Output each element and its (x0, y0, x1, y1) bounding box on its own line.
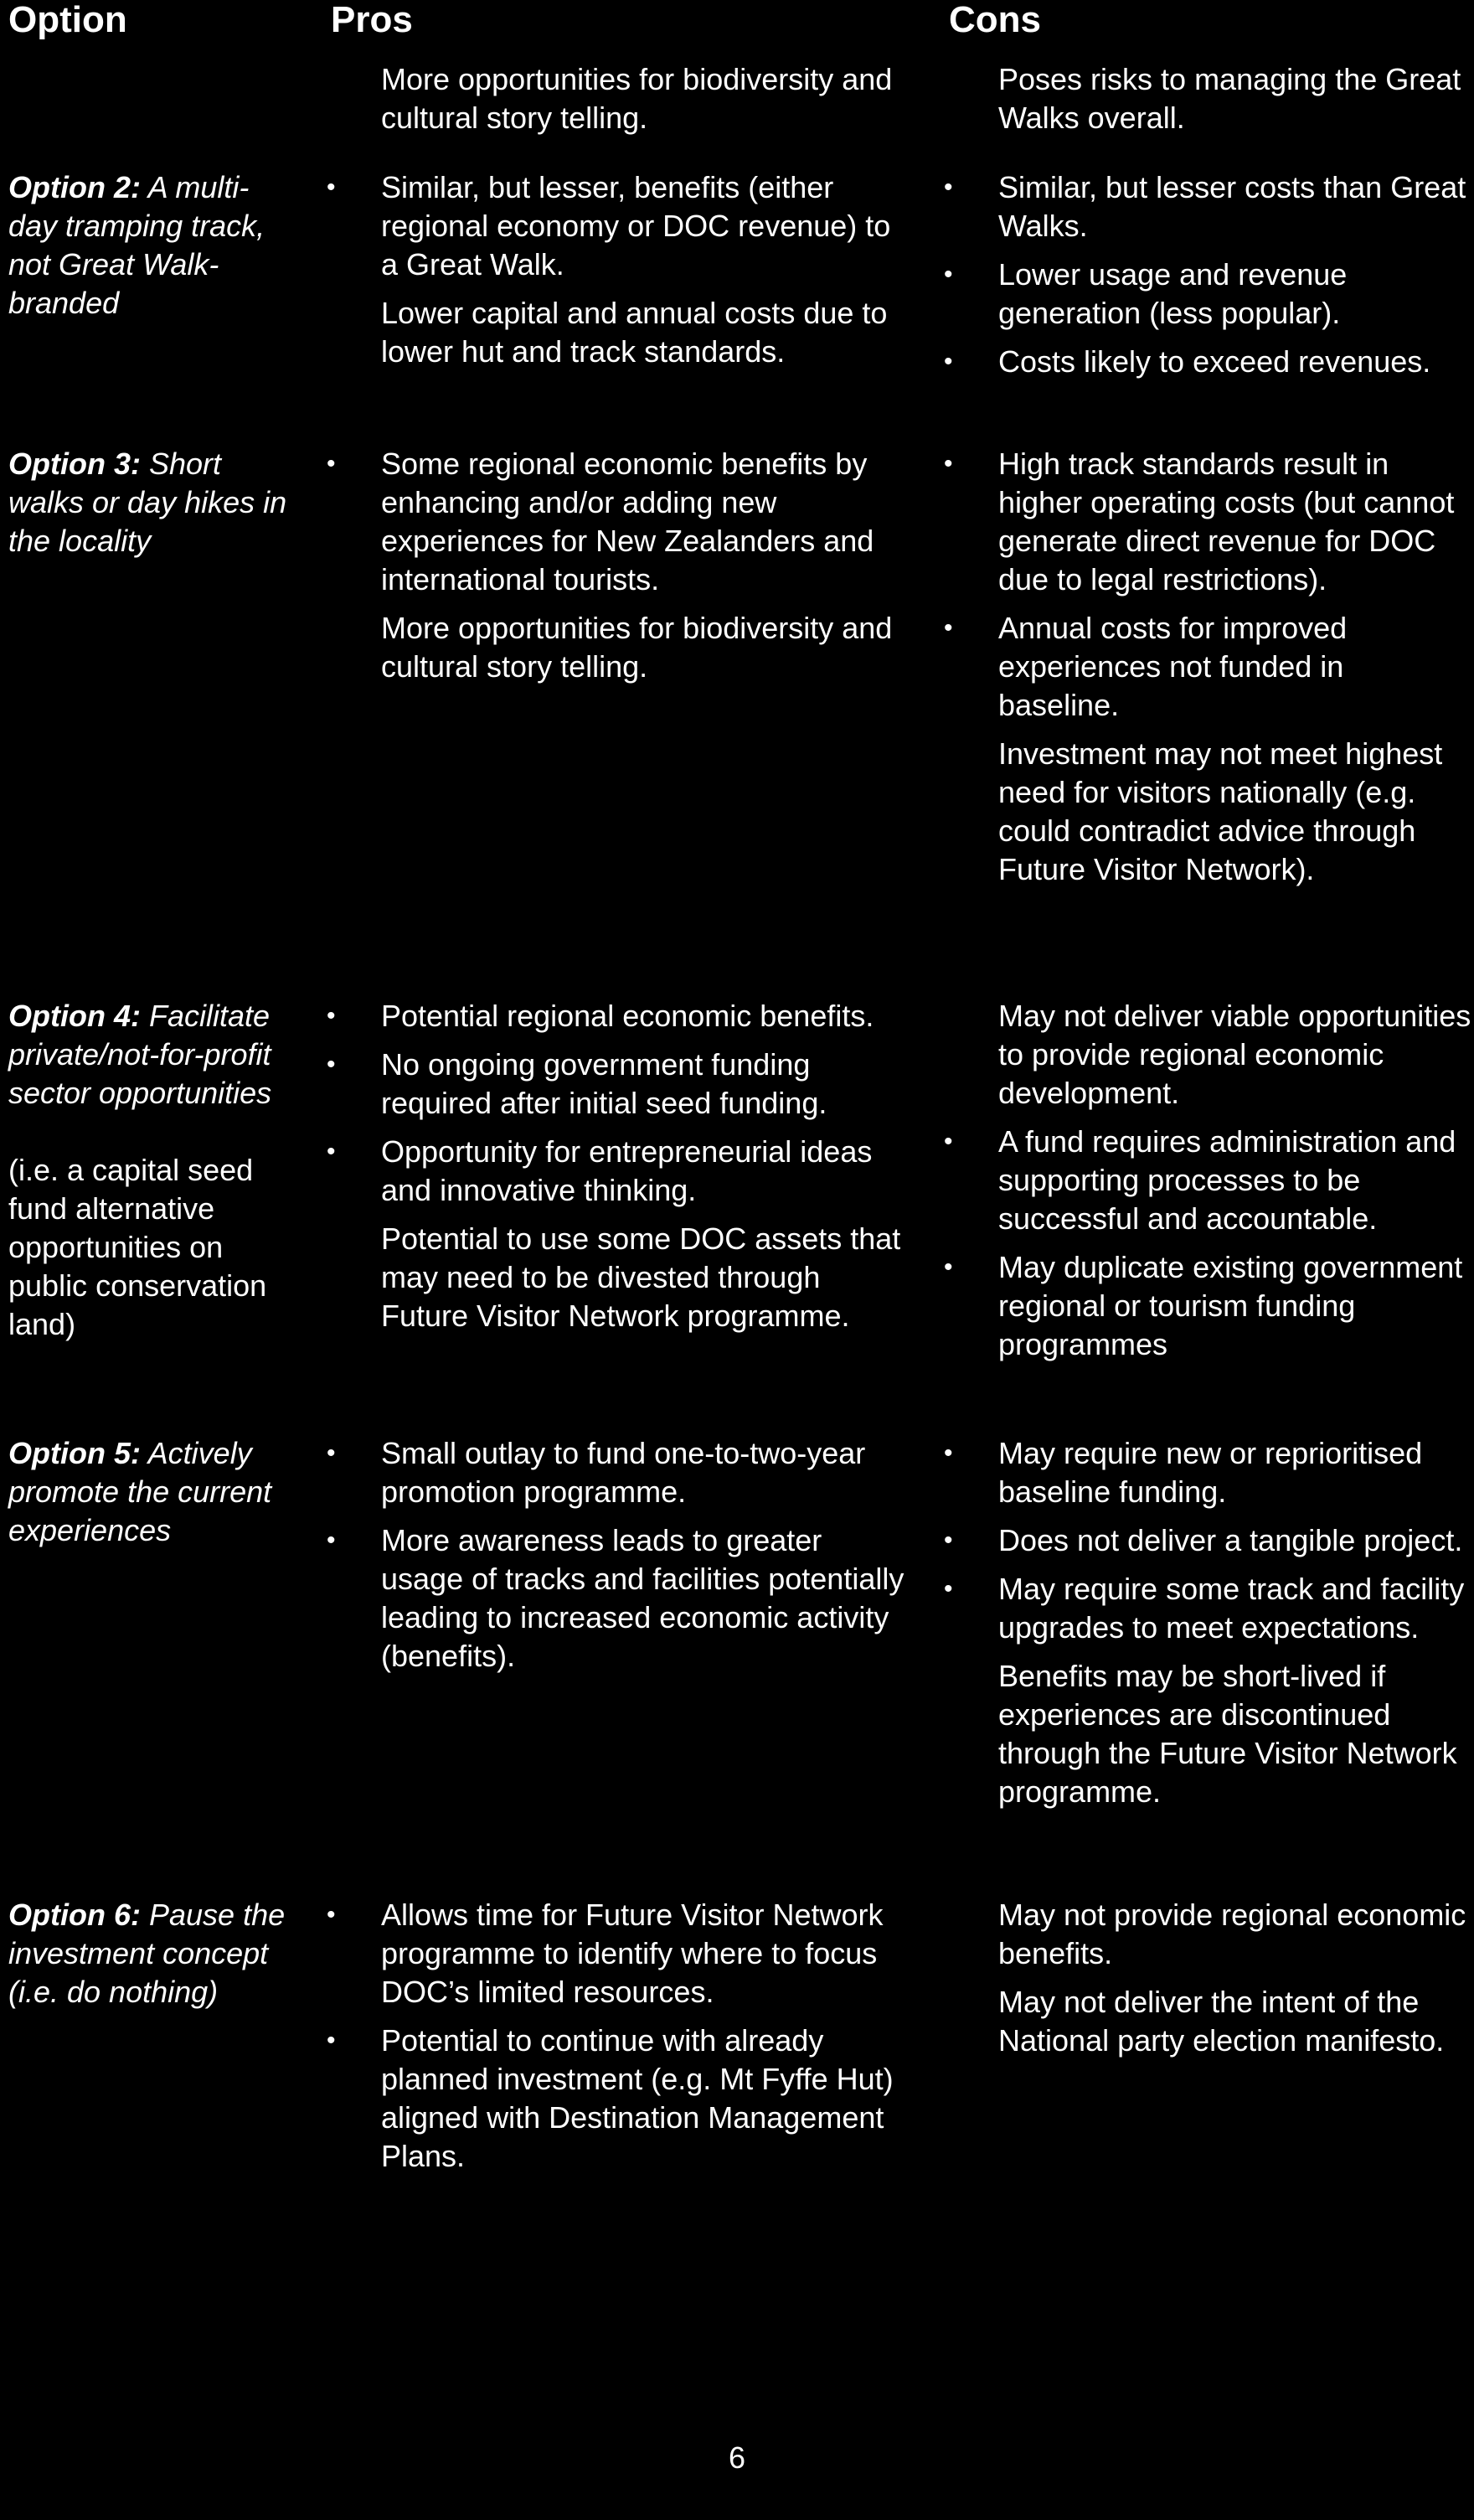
bullet-icon: • (944, 450, 953, 478)
list-item-text: Small outlay to fund one-to-two-year promotion programme. (381, 1436, 866, 1509)
pros-column-header: Pros (331, 0, 413, 40)
list-item (940, 1570, 1472, 1647)
list-item-text: Some regional economic benefits by enhancing and/or adding new experiences for New Zealanders and international tourists. (381, 447, 874, 596)
list-item (322, 1896, 909, 2011)
list-item-text: Benefits may be short-lived if experiences are discontinued through the Future Visitor Network programme. (998, 1659, 1457, 1809)
list-item (940, 1434, 1472, 1511)
list-item-text: Investment may not meet highest need for visitors nationally (e.g. could contradict advice through Future Visitor Network). (998, 736, 1443, 886)
list-item (322, 1220, 909, 1335)
bullet-icon: • (327, 2027, 336, 2054)
option-description: Short walks or day hikes in the locality (8, 447, 287, 558)
cons-cell (940, 60, 1472, 147)
bullet-icon: • (944, 261, 953, 288)
pros-cell (322, 1434, 909, 1686)
cons-cell (940, 168, 1472, 391)
list-item-text: May require new or reprioritised baseline funding. (998, 1436, 1423, 1509)
pros-cell (322, 168, 909, 381)
option-cell (8, 1434, 297, 1550)
pros-cell (322, 445, 909, 696)
option-note: (i.e. a capital seed fund alternative opportunities on public conservation land) (8, 1153, 267, 1341)
pros-cell (322, 1896, 909, 2186)
list-item (940, 609, 1472, 725)
option-cell (8, 997, 297, 1344)
cons-column-header: Cons (949, 0, 1041, 40)
bullet-icon: • (327, 450, 336, 478)
list-item (322, 168, 909, 284)
list-item (940, 1248, 1472, 1364)
list-item (322, 294, 909, 371)
list-item-text: A fund requires administration and supporting processes to be successful and accountable. (998, 1124, 1456, 1236)
bullet-icon: • (944, 348, 953, 375)
bullet-icon: • (944, 1575, 953, 1603)
list-item (940, 1896, 1472, 1973)
list-item-text: May not provide regional economic benefits. (998, 1898, 1466, 1970)
list-item-text: Opportunity for entrepreneurial ideas and innovative thinking. (381, 1134, 873, 1207)
list-item-text: Annual costs for improved experiences not funded in baseline. (998, 611, 1348, 722)
list-item-text: Lower capital and annual costs due to lower hut and track standards. (381, 296, 888, 369)
list-item-text: Potential to continue with already planned investment (e.g. Mt Fyffe Hut) aligned with Destination Management Plans. (381, 2023, 894, 2173)
list-item-text: May not deliver viable opportunities to provide regional economic development. (998, 999, 1471, 1110)
list-item-text: Costs likely to exceed revenues. (998, 344, 1431, 379)
bullet-icon: • (327, 1051, 336, 1078)
list-item-text: Potential regional economic benefits. (381, 999, 874, 1033)
list-item (940, 343, 1472, 381)
list-item-text: More opportunities for biodiversity and cultural story telling. (381, 62, 893, 135)
list-item (322, 609, 909, 686)
option-name: Option 2: (8, 170, 141, 204)
option-cell (8, 1896, 297, 2011)
list-item-text: May require some track and facility upgrades to meet expectations. (998, 1572, 1465, 1645)
option-name: Option 5: (8, 1436, 141, 1470)
list-item (940, 1983, 1472, 2060)
page-number: 6 (728, 2440, 746, 2475)
bullet-icon: • (327, 1002, 336, 1030)
cons-cell (940, 445, 1472, 899)
list-item (322, 1133, 909, 1210)
pros-cell (322, 997, 909, 1345)
bullet-icon: • (944, 1526, 953, 1554)
list-item-text: High track standards result in higher operating costs (but cannot generate direct revenue for DOC due to legal restrictions). (998, 447, 1455, 596)
list-item-text: Similar, but lesser costs than Great Walks. (998, 170, 1466, 243)
bullet-icon: • (944, 173, 953, 201)
list-item (940, 256, 1472, 333)
bullet-icon: • (327, 1439, 336, 1467)
list-item-text: Does not deliver a tangible project. (998, 1523, 1463, 1557)
list-item (322, 997, 909, 1035)
option-description: A multi-day tramping track, not Great Walk-branded (8, 170, 265, 320)
bullet-icon: • (327, 1901, 336, 1929)
option-name: Option 3: (8, 447, 141, 481)
list-item (322, 1046, 909, 1123)
list-item-text: No ongoing government funding required after initial seed funding. (381, 1047, 827, 1120)
cons-cell (940, 1434, 1472, 1821)
cons-cell (940, 997, 1472, 1374)
list-item (940, 735, 1472, 889)
bullet-icon: • (327, 1526, 336, 1554)
option-description: Actively promote the current experiences (8, 1436, 272, 1547)
list-item-text: Similar, but lesser, benefits (either regional economy or DOC revenue) to a Great Walk. (381, 170, 891, 281)
list-item-text: May duplicate existing government regional or tourism funding programmes (998, 1250, 1463, 1361)
list-item (322, 445, 909, 599)
cons-cell (940, 1896, 1472, 2070)
list-item (940, 168, 1472, 245)
option-column-header: Option (8, 0, 127, 40)
bullet-icon: • (327, 173, 336, 201)
list-item-text: May not deliver the intent of the National party election manifesto. (998, 1985, 1445, 2058)
list-item (940, 1657, 1472, 1811)
list-item (322, 1521, 909, 1676)
bullet-icon: • (327, 1138, 336, 1165)
pros-cell (322, 60, 909, 147)
option-name: Option 6: (8, 1898, 141, 1932)
option-cell (8, 168, 297, 323)
option-name: Option 4: (8, 999, 141, 1033)
list-item (940, 1123, 1472, 1238)
list-item (940, 445, 1472, 599)
option-cell (8, 445, 297, 560)
bullet-icon: • (944, 1439, 953, 1467)
list-item-text: Allows time for Future Visitor Network programme to identify where to focus DOC’s limited resources. (381, 1898, 884, 2009)
list-item (940, 60, 1472, 137)
list-item-text: More awareness leads to greater usage of tracks and facilities potentially leading to increased economic activity (benefits). (381, 1523, 904, 1673)
list-item (940, 997, 1472, 1113)
bullet-icon: • (944, 1253, 953, 1281)
bullet-icon: • (944, 1128, 953, 1155)
option-description: Facilitate private/not-for-profit sector opportunities (8, 999, 272, 1110)
list-item-text: More opportunities for biodiversity and cultural story telling. (381, 611, 893, 684)
list-item (940, 1521, 1472, 1560)
list-item-text: Lower usage and revenue generation (less popular). (998, 257, 1348, 330)
list-item (322, 2022, 909, 2176)
bullet-icon: • (944, 614, 953, 642)
list-item (322, 60, 909, 137)
list-item-text: Potential to use some DOC assets that may need to be divested through Future Visitor Network programme. (381, 1221, 901, 1333)
option-description: Pause the investment concept (i.e. do nothing) (8, 1898, 286, 2009)
list-item (322, 1434, 909, 1511)
list-item-text: Poses risks to managing the Great Walks overall. (998, 62, 1461, 135)
